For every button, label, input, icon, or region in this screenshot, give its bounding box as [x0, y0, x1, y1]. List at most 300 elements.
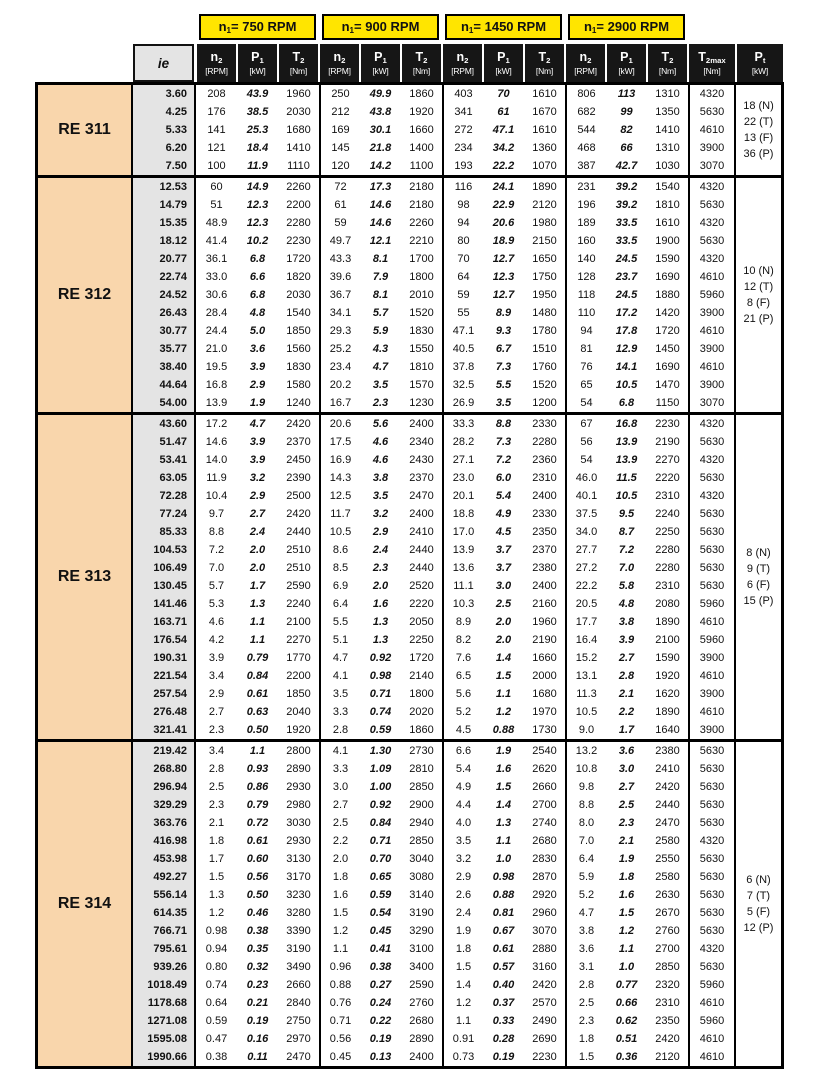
n2-cell: 1.9 — [442, 922, 483, 940]
n2-cell: 34.0 — [565, 523, 606, 541]
p1-cell: 0.54 — [360, 904, 401, 922]
t2-cell: 2420 — [278, 412, 319, 433]
n2-cell: 100 — [196, 157, 237, 175]
speed-header-750-rpm — [196, 14, 319, 44]
t2-cell: 1950 — [524, 286, 565, 304]
p1-cell: 2.0 — [360, 577, 401, 595]
table-row — [35, 322, 784, 340]
n2-cell: 1.7 — [196, 850, 237, 868]
n2-cell: 7.0 — [565, 832, 606, 850]
n2-cell: 3.3 — [319, 703, 360, 721]
n2-cell: 212 — [319, 103, 360, 121]
p1-cell: 2.7 — [606, 778, 647, 796]
n2-cell: 145 — [319, 139, 360, 157]
n2-cell: 29.3 — [319, 322, 360, 340]
model-label-re-312: RE 312 — [35, 175, 131, 412]
t2-cell: 2310 — [647, 577, 688, 595]
t2-cell: 2470 — [647, 814, 688, 832]
table-row — [35, 286, 784, 304]
n2-cell: 4.4 — [442, 796, 483, 814]
t2-cell: 2200 — [278, 196, 319, 214]
p1-cell: 24.1 — [483, 175, 524, 196]
symbol-base: T — [292, 49, 301, 64]
ie-cell: 276.48 — [131, 703, 196, 721]
t2-cell: 2580 — [647, 832, 688, 850]
symbol-label — [374, 51, 387, 65]
n2-cell: 544 — [565, 121, 606, 139]
unit-label: [RPM] — [328, 65, 351, 76]
t2-cell: 1310 — [647, 139, 688, 157]
n2-cell: 0.64 — [196, 994, 237, 1012]
p1-cell: 99 — [606, 103, 647, 121]
ie-cell: 20.77 — [131, 250, 196, 268]
t2max-cell: 3070 — [688, 394, 736, 412]
p1-cell: 2.7 — [237, 505, 278, 523]
p1-cell: 70 — [483, 82, 524, 103]
n2-cell: 5.6 — [442, 685, 483, 703]
t2-cell: 2890 — [401, 1030, 442, 1048]
p1-cell: 1.1 — [606, 940, 647, 958]
t2-cell: 2160 — [524, 595, 565, 613]
pt-value: 9 (T) — [746, 563, 771, 575]
t2-cell: 2320 — [647, 976, 688, 994]
n2-cell: 2.6 — [442, 886, 483, 904]
table-row — [35, 82, 784, 103]
p1-cell: 17.8 — [606, 322, 647, 340]
symbol-base: T — [415, 49, 424, 64]
n2-cell: 141 — [196, 121, 237, 139]
p1-cell: 0.65 — [360, 868, 401, 886]
p1-cell: 2.4 — [237, 523, 278, 541]
table-row — [35, 703, 784, 721]
symbol-label — [698, 51, 725, 65]
table-row — [35, 523, 784, 541]
n2-cell: 0.88 — [319, 976, 360, 994]
t2-cell: 1640 — [647, 721, 688, 739]
p1-cell: 42.7 — [606, 157, 647, 175]
n2-column-header — [196, 44, 237, 82]
t2-cell: 2850 — [401, 832, 442, 850]
t2-cell: 2930 — [278, 778, 319, 796]
t2-cell: 2390 — [278, 469, 319, 487]
n2-cell: 250 — [319, 82, 360, 103]
table-row — [35, 685, 784, 703]
t2-cell: 2280 — [278, 214, 319, 232]
t2max-cell: 4610 — [688, 121, 736, 139]
p1-cell: 0.45 — [360, 922, 401, 940]
t2-cell: 2000 — [524, 667, 565, 685]
n2-cell: 59 — [442, 286, 483, 304]
p1-cell: 5.8 — [606, 577, 647, 595]
t2max-cell: 4320 — [688, 214, 736, 232]
n2-cell: 2.3 — [196, 796, 237, 814]
t2-cell: 2370 — [401, 469, 442, 487]
n2-cell: 16.9 — [319, 451, 360, 469]
n2-cell: 60 — [196, 175, 237, 196]
t2-cell: 2440 — [647, 796, 688, 814]
n2-cell: 6.4 — [565, 850, 606, 868]
symbol-label — [334, 51, 346, 65]
t2-cell: 1860 — [401, 721, 442, 739]
t2-cell: 1110 — [278, 157, 319, 175]
n2-cell: 23.4 — [319, 358, 360, 376]
header-box — [566, 44, 605, 82]
t2-cell: 2850 — [647, 958, 688, 976]
t2-cell: 2030 — [278, 103, 319, 121]
t2max-cell: 4610 — [688, 994, 736, 1012]
t2-cell: 3400 — [401, 958, 442, 976]
ie-cell: 556.14 — [131, 886, 196, 904]
symbol-base: P — [497, 49, 506, 64]
header-box — [607, 44, 646, 82]
table-row — [35, 577, 784, 595]
p1-cell: 3.2 — [360, 505, 401, 523]
t2-cell: 1310 — [647, 82, 688, 103]
t2max-cell: 5630 — [688, 433, 736, 451]
table-row — [35, 487, 784, 505]
n2-cell: 272 — [442, 121, 483, 139]
t2-cell: 2890 — [278, 760, 319, 778]
symbol-base: T — [661, 49, 670, 64]
t2-cell: 1770 — [278, 649, 319, 667]
symbol-label — [416, 51, 428, 65]
t2-cell: 2360 — [524, 451, 565, 469]
n2-cell: 56 — [565, 433, 606, 451]
n2-cell: 5.7 — [196, 577, 237, 595]
t2max-cell: 4320 — [688, 82, 736, 103]
p1-cell: 1.3 — [483, 814, 524, 832]
n2-cell: 27.1 — [442, 451, 483, 469]
p1-cell: 2.0 — [237, 541, 278, 559]
n2-cell: 11.7 — [319, 505, 360, 523]
n2-cell: 1.8 — [319, 868, 360, 886]
p1-cell: 6.7 — [483, 340, 524, 358]
p1-cell: 7.9 — [360, 268, 401, 286]
n2-cell: 2.3 — [196, 721, 237, 739]
p1-cell: 6.8 — [237, 286, 278, 304]
p1-cell: 0.24 — [360, 994, 401, 1012]
n2-cell: 189 — [565, 214, 606, 232]
t2-cell: 1540 — [647, 175, 688, 196]
n2-cell: 3.5 — [319, 685, 360, 703]
n2-cell: 17.5 — [319, 433, 360, 451]
p1-cell: 20.6 — [483, 214, 524, 232]
n2-cell: 6.9 — [319, 577, 360, 595]
symbol-subscript: 2 — [423, 55, 428, 65]
t2-cell: 1240 — [278, 394, 319, 412]
n2-cell: 49.7 — [319, 232, 360, 250]
p1-cell: 33.5 — [606, 232, 647, 250]
t2-cell: 2930 — [278, 832, 319, 850]
ie-cell: 72.28 — [131, 487, 196, 505]
p1-cell: 66 — [606, 139, 647, 157]
n2-cell: 13.2 — [565, 739, 606, 760]
n2-cell: 5.5 — [319, 613, 360, 631]
n2-cell: 121 — [196, 139, 237, 157]
p1-cell: 12.7 — [483, 286, 524, 304]
n2-column-header — [565, 44, 606, 82]
p1-cell: 0.50 — [237, 721, 278, 739]
n2-cell: 37.8 — [442, 358, 483, 376]
p1-cell: 12.9 — [606, 340, 647, 358]
t2-cell: 2680 — [524, 832, 565, 850]
table-row — [35, 139, 784, 157]
t2-cell: 2620 — [524, 760, 565, 778]
t2-cell: 2580 — [647, 868, 688, 886]
p1-cell: 1.0 — [606, 958, 647, 976]
t2-cell: 2810 — [401, 760, 442, 778]
t2max-cell: 5630 — [688, 904, 736, 922]
ie-cell: 416.98 — [131, 832, 196, 850]
t2-cell: 2250 — [647, 523, 688, 541]
t2-cell: 2180 — [401, 175, 442, 196]
p1-cell: 1.1 — [237, 631, 278, 649]
p1-cell: 3.8 — [606, 613, 647, 631]
t2-cell: 1730 — [524, 721, 565, 739]
symbol-subscript: 1 — [468, 26, 474, 35]
p1-cell: 0.41 — [360, 940, 401, 958]
t2-cell: 2210 — [401, 232, 442, 250]
p1-cell: 17.2 — [606, 304, 647, 322]
table-row — [35, 922, 784, 940]
symbol-subscript: 1 — [505, 55, 510, 65]
header-spacer — [688, 14, 784, 44]
ie-cell: 51.47 — [131, 433, 196, 451]
p1-cell: 4.6 — [360, 451, 401, 469]
t2-cell: 3190 — [401, 904, 442, 922]
n2-cell: 26.9 — [442, 394, 483, 412]
t2max-cell: 5630 — [688, 739, 736, 760]
n2-cell: 20.1 — [442, 487, 483, 505]
n2-cell: 3.2 — [442, 850, 483, 868]
ie-cell: 5.33 — [131, 121, 196, 139]
table-row — [35, 376, 784, 394]
unit-label: [RPM] — [574, 65, 597, 76]
symbol-label — [461, 19, 473, 34]
t2-cell: 2450 — [278, 451, 319, 469]
n2-cell: 2.9 — [442, 868, 483, 886]
symbol-subscript: 2max — [705, 55, 726, 65]
p1-cell: 0.51 — [606, 1030, 647, 1048]
n2-cell: 1.5 — [319, 904, 360, 922]
model-header-spacer — [35, 44, 131, 82]
header-box — [402, 44, 441, 82]
header-box — [525, 44, 564, 82]
t2-cell: 2680 — [401, 1012, 442, 1030]
symbol-base: P — [374, 49, 383, 64]
p1-cell: 0.57 — [483, 958, 524, 976]
p1-cell: 0.88 — [483, 721, 524, 739]
n2-cell: 8.0 — [565, 814, 606, 832]
ie-cell: 1178.68 — [131, 994, 196, 1012]
gear-ratings-table — [35, 14, 784, 1069]
p1-cell: 3.7 — [483, 541, 524, 559]
p1-cell: 0.63 — [237, 703, 278, 721]
t2-cell: 2350 — [524, 523, 565, 541]
p1-cell: 1.9 — [483, 739, 524, 760]
n2-cell: 5.4 — [442, 760, 483, 778]
p1-cell: 12.3 — [237, 214, 278, 232]
model-label-re-313: RE 313 — [35, 412, 131, 739]
t2-cell: 3170 — [278, 868, 319, 886]
n2-cell: 94 — [565, 322, 606, 340]
table-row — [35, 505, 784, 523]
t2max-cell: 4320 — [688, 250, 736, 268]
t2max-cell: 4610 — [688, 613, 736, 631]
n2-cell: 387 — [565, 157, 606, 175]
symbol-label — [251, 51, 264, 65]
n2-cell: 5.1 — [319, 631, 360, 649]
p1-cell: 1.5 — [606, 904, 647, 922]
n2-cell: 1.5 — [196, 868, 237, 886]
ie-cell: 7.50 — [131, 157, 196, 175]
p1-cell: 4.3 — [360, 340, 401, 358]
p1-cell: 0.72 — [237, 814, 278, 832]
p1-cell: 3.9 — [237, 433, 278, 451]
n2-cell: 10.5 — [565, 703, 606, 721]
p1-cell: 12.3 — [237, 196, 278, 214]
t2-cell: 2490 — [524, 1012, 565, 1030]
header-box — [320, 44, 359, 82]
p1-cell: 2.3 — [606, 814, 647, 832]
p1-cell: 0.27 — [360, 976, 401, 994]
n2-cell: 468 — [565, 139, 606, 157]
p1-cell: 61 — [483, 103, 524, 121]
t2-cell: 3490 — [278, 958, 319, 976]
t2max-cell: 5630 — [688, 103, 736, 121]
ie-cell: 329.29 — [131, 796, 196, 814]
p1-cell: 14.6 — [360, 214, 401, 232]
unit-label: [Nm] — [703, 65, 721, 76]
p1-cell: 2.5 — [483, 595, 524, 613]
n2-cell: 11.3 — [565, 685, 606, 703]
t2-cell: 1150 — [647, 394, 688, 412]
t2-cell: 2760 — [647, 922, 688, 940]
t2-cell: 2760 — [401, 994, 442, 1012]
n2-cell: 17.2 — [196, 412, 237, 433]
n2-cell: 32.5 — [442, 376, 483, 394]
ie-cell: 1990.66 — [131, 1048, 196, 1069]
n2-cell: 16.7 — [319, 394, 360, 412]
t2-cell: 2250 — [401, 631, 442, 649]
p1-cell: 3.6 — [237, 340, 278, 358]
unit-label: [Nm] — [535, 65, 554, 76]
header-box — [238, 44, 277, 82]
t2-cell: 2700 — [524, 796, 565, 814]
p1-cell: 12.7 — [483, 250, 524, 268]
table-row — [35, 721, 784, 739]
t2-cell: 2430 — [401, 451, 442, 469]
t2-cell: 2100 — [278, 613, 319, 631]
p1-cell: 5.0 — [237, 322, 278, 340]
p1-cell: 113 — [606, 82, 647, 103]
n2-cell: 51 — [196, 196, 237, 214]
t2-cell: 2470 — [401, 487, 442, 505]
n2-cell: 9.8 — [565, 778, 606, 796]
p1-cell: 8.1 — [360, 250, 401, 268]
n2-cell: 110 — [565, 304, 606, 322]
p1-cell: 1.9 — [606, 850, 647, 868]
p1-cell: 1.1 — [483, 685, 524, 703]
t2max-cell: 5630 — [688, 559, 736, 577]
speed-header-1450-rpm — [442, 14, 565, 44]
model-label-re-314: RE 314 — [35, 739, 131, 1069]
t2-cell: 1970 — [524, 703, 565, 721]
p1-cell: 14.6 — [360, 196, 401, 214]
n2-cell: 18.8 — [442, 505, 483, 523]
p1-cell: 0.81 — [483, 904, 524, 922]
table-row — [35, 196, 784, 214]
t2max-cell: 5630 — [688, 196, 736, 214]
pt-value: 10 (N) — [743, 265, 774, 277]
p1-cell: 49.9 — [360, 82, 401, 103]
t2-cell: 1520 — [524, 376, 565, 394]
table-row — [35, 433, 784, 451]
p1-column-header — [606, 44, 647, 82]
t2-cell: 1890 — [647, 703, 688, 721]
table-row — [35, 739, 784, 760]
p1-cell: 0.92 — [360, 796, 401, 814]
t2-cell: 1860 — [401, 82, 442, 103]
ie-cell: 14.79 — [131, 196, 196, 214]
symbol-base: n — [579, 49, 588, 64]
t2-cell: 3100 — [401, 940, 442, 958]
t2-cell: 3030 — [278, 814, 319, 832]
n2-cell: 22.2 — [565, 577, 606, 595]
speed-header-2900-rpm — [565, 14, 688, 44]
pt-value: 8 (F) — [746, 297, 771, 309]
header-box — [443, 44, 482, 82]
ie-cell: 219.42 — [131, 739, 196, 760]
t2max-cell: 4320 — [688, 412, 736, 433]
n2-cell: 72 — [319, 175, 360, 196]
n2-cell: 2.2 — [319, 832, 360, 850]
t2-cell: 1520 — [401, 304, 442, 322]
symbol-subscript: t — [762, 55, 766, 65]
t2-cell: 3070 — [524, 922, 565, 940]
p1-cell: 1.6 — [483, 760, 524, 778]
n2-cell: 2.8 — [319, 721, 360, 739]
p1-cell: 3.9 — [237, 358, 278, 376]
n2-cell: 0.47 — [196, 1030, 237, 1048]
symbol-base: n — [333, 49, 342, 64]
p1-cell: 10.5 — [606, 487, 647, 505]
table-body — [35, 82, 784, 1069]
n2-cell: 193 — [442, 157, 483, 175]
table-row — [35, 850, 784, 868]
t2-cell: 2240 — [278, 595, 319, 613]
p1-cell: 13.9 — [606, 433, 647, 451]
ie-cell: 614.35 — [131, 904, 196, 922]
symbol-subscript: 1 — [382, 55, 387, 65]
p1-cell: 0.66 — [606, 994, 647, 1012]
p1-cell: 1.5 — [483, 667, 524, 685]
n2-cell: 17.0 — [442, 523, 483, 541]
table-row — [35, 412, 784, 433]
t2-cell: 2510 — [278, 559, 319, 577]
table-row — [35, 559, 784, 577]
n2-cell: 2.7 — [319, 796, 360, 814]
symbol-label — [293, 51, 305, 65]
n2-cell: 10.5 — [319, 523, 360, 541]
t2-cell: 1560 — [278, 340, 319, 358]
p1-cell: 7.3 — [483, 358, 524, 376]
p1-cell: 1.3 — [237, 595, 278, 613]
p1-cell: 1.0 — [483, 850, 524, 868]
t2-cell: 2310 — [524, 469, 565, 487]
n2-cell: 33.3 — [442, 412, 483, 433]
t2max-cell: 4320 — [688, 940, 736, 958]
